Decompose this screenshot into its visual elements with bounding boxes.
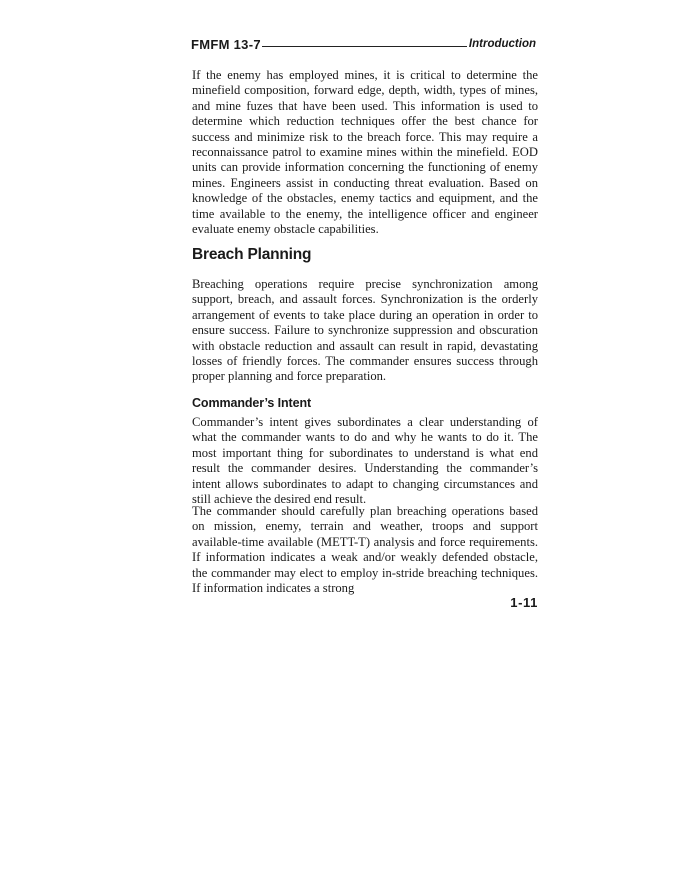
document-id: FMFM 13-7 <box>191 36 261 52</box>
paragraph-commanders-intent: Commander’s intent gives subordinates a clear understanding of what the commander wants to do and why he wants to do it. The most important thing for subordinates to understand is what end result the commander desires. Understanding the commander’s intent allows subordinates to adapt to changing circumstances and still achieve the desired end result. <box>192 415 538 507</box>
paragraph-breaching-operations: Breaching operations require precise synchronization among support, breach, and assault forces. Synchronization is the orderly arrangement of events to take place during an operation in order to ensure success. Failure to synchronize suppression and obscuration with obstacle reduction and assault can result in rapid, devastating losses of friendly forces. The commander ensures success through proper planning and force preparation. <box>192 277 538 384</box>
subsection-heading: Commander’s Intent <box>192 396 312 410</box>
paragraph-minefield: If the enemy has employed mines, it is critical to determine the minefield composition, forward edge, depth, width, types of mines, and mine fuzes that have been used. This information is used to determine which reduction techniques offer the best chance for success and minimize risk to the breach force. This may require a reconnaissance patrol to examine mines within the minefield. EOD units can provide information concerning the functioning of enemy mines. Engineers assist in conducting threat evaluation. Based on knowledge of the obstacles, enemy tactics and equipment, and the time available to the enemy, the intelligence officer and engineer evaluate enemy obstacle capabilities. <box>192 68 538 237</box>
section-heading: Breach Planning <box>192 246 312 263</box>
running-header <box>191 36 536 52</box>
chapter-title: Introduction <box>468 38 536 50</box>
page-number: 1-11 <box>510 595 538 610</box>
paragraph-planning: The commander should carefully plan breaching operations based on mission, enemy, terrain and weather, troops and support available-time available (METT-T) analysis and force requirements. If information indicates a weak and/or weakly defended obstacle, the commander may elect to employ in-stride breaching techniques. If information indicates a strong <box>192 504 538 596</box>
header-rule <box>262 46 467 47</box>
